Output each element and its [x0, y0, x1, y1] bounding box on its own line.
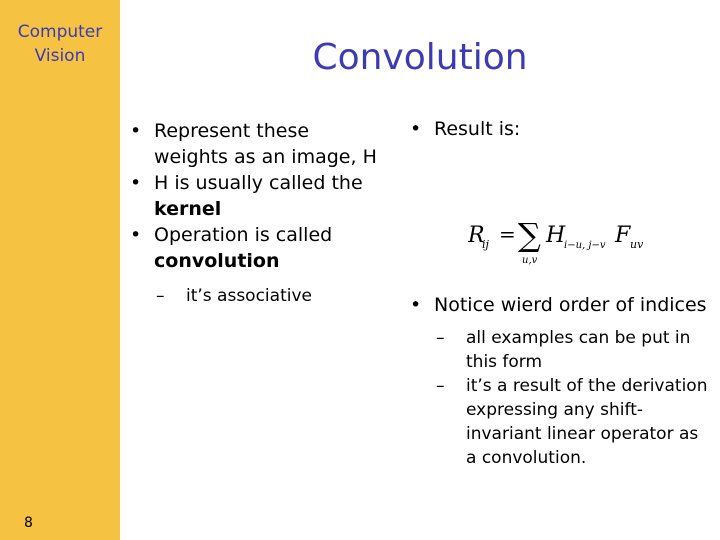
keyword-convolution: convolution — [154, 250, 280, 272]
sub-bullet-dash: – — [156, 286, 165, 306]
sub-bullet-dash: – — [436, 328, 445, 348]
page-number: 8 — [24, 515, 33, 531]
keyword-kernel: kernel — [154, 198, 222, 220]
sub-bullet-dash: – — [436, 376, 445, 396]
formula-f: F — [615, 223, 631, 248]
sub-bullet-derivation-text: it’s a result of the derivation expressing any shift-invariant linear operator as a convolution. — [466, 376, 708, 468]
convolution-formula — [468, 210, 648, 270]
sidebar-title-line2: Vision — [34, 46, 86, 66]
sub-bullet-derivation — [408, 374, 708, 470]
formula-lhs: R — [468, 223, 485, 248]
bullet-result: • Result is: — [408, 116, 708, 142]
sub-bullet-examples — [408, 326, 708, 374]
bullet-kernel-text: H is usually called the — [154, 172, 363, 194]
bullet-weights-image: • Represent these weights as an image, H — [128, 118, 378, 170]
formula-f-subscript: uv — [630, 238, 644, 251]
sub-bullet-associative — [128, 284, 378, 308]
slide-title: Convolution — [312, 37, 528, 78]
bullet-convolution-text: Operation is called — [154, 224, 333, 246]
bullet-kernel — [128, 170, 378, 222]
bullet-notice-order: • Notice wierd order of indices — [408, 292, 708, 318]
formula-sum: ∑ — [518, 216, 541, 254]
sub-bullet-associative-text: it’s associative — [186, 286, 312, 306]
formula-equals: = — [499, 222, 516, 246]
sidebar — [0, 0, 120, 540]
formula-h: H — [546, 223, 566, 248]
formula-lhs-subscript: ij — [482, 238, 489, 251]
right-column — [408, 116, 708, 470]
bullet-convolution — [128, 222, 378, 274]
formula-sum-subscript: u,v — [522, 255, 538, 266]
sidebar-title-line1: Computer — [17, 22, 103, 42]
sub-bullet-examples-text: all examples can be put in this form — [466, 328, 691, 372]
left-column — [128, 118, 378, 308]
formula-h-subscript: i−u, j−v — [564, 240, 606, 251]
sidebar-title — [0, 20, 120, 68]
